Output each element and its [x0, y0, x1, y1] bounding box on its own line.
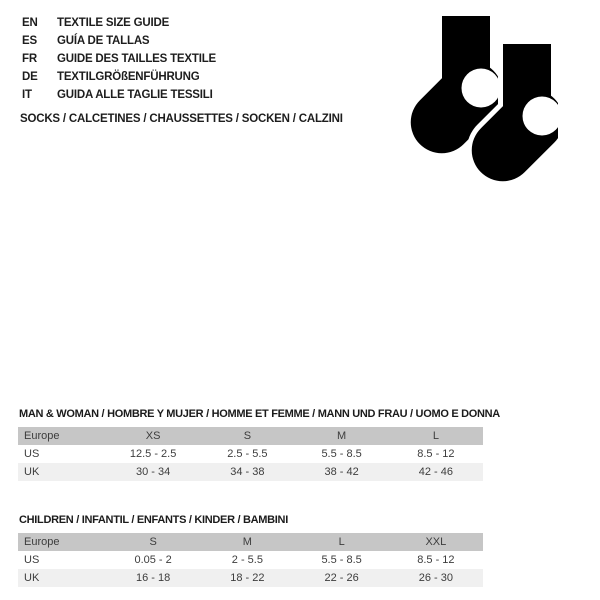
language-code: EN: [22, 17, 38, 29]
size-value: 18 - 22: [230, 572, 265, 584]
table-title-children: CHILDREN / INFANTIL / ENFANTS / KINDER / BAMBINI: [19, 514, 288, 526]
size-value: 8.5 - 12: [417, 448, 455, 460]
header-cell-region: Europe: [24, 536, 60, 548]
row-label: US: [24, 554, 40, 566]
header-cell-size: L: [432, 430, 439, 442]
row-label: UK: [24, 572, 40, 584]
language-row: [22, 14, 216, 32]
header-cell-size: XS: [145, 430, 161, 442]
size-value: 22 - 26: [324, 572, 359, 584]
language-row: [22, 68, 216, 86]
size-value: 2.5 - 5.5: [227, 448, 268, 460]
table-row-uk: [18, 569, 483, 587]
language-code: DE: [22, 71, 38, 83]
language-code: FR: [22, 53, 37, 65]
language-code: ES: [22, 35, 37, 47]
language-label: GUIDE DES TAILLES TEXTILE: [57, 53, 216, 65]
language-list: [22, 14, 216, 104]
table-header-row: [18, 533, 483, 551]
header-cell-size: XXL: [425, 536, 447, 548]
language-label: TEXTILGRÖßENFÜHRUNG: [57, 71, 200, 83]
table-row-us: [18, 445, 483, 463]
language-row: [22, 32, 216, 50]
header-cell-size: M: [337, 430, 347, 442]
size-value: 8.5 - 12: [417, 554, 455, 566]
language-label: TEXTILE SIZE GUIDE: [57, 17, 170, 29]
language-row: [22, 86, 216, 104]
language-code: IT: [22, 89, 32, 101]
size-value: 16 - 18: [136, 572, 171, 584]
header-cell-size: L: [338, 536, 345, 548]
size-value: 34 - 38: [230, 466, 265, 478]
row-label: UK: [24, 466, 40, 478]
size-value: 2 - 5.5: [231, 554, 263, 566]
size-value: 12.5 - 2.5: [129, 448, 177, 460]
size-value: 5.5 - 8.5: [321, 554, 362, 566]
category-line: SOCKS / CALCETINES / CHAUSSETTES / SOCKEN / CALZINI: [20, 113, 343, 125]
socks-icon: [406, 14, 558, 182]
table-header-row: [18, 427, 483, 445]
size-value: 5.5 - 8.5: [321, 448, 362, 460]
table-row-uk: [18, 463, 483, 481]
table-title-adult: MAN & WOMAN / HOMBRE Y MUJER / HOMME ET FEMME / MANN UND FRAU / UOMO E DONNA: [19, 408, 500, 420]
language-row: [22, 50, 216, 68]
language-label: GUIDA ALLE TAGLIE TESSILI: [57, 89, 213, 101]
size-value: 26 - 30: [418, 572, 453, 584]
size-value: 30 - 34: [136, 466, 171, 478]
header-cell-region: Europe: [24, 430, 60, 442]
size-value: 42 - 46: [418, 466, 453, 478]
header-cell-size: S: [149, 536, 157, 548]
table-row-us: [18, 551, 483, 569]
size-table-adult: [18, 427, 483, 481]
header-cell-size: S: [243, 430, 252, 442]
row-label: US: [24, 448, 40, 460]
size-value: 38 - 42: [324, 466, 359, 478]
header-cell-size: M: [242, 536, 252, 548]
size-value: 0.05 - 2: [134, 554, 172, 566]
size-table-children: [18, 533, 483, 587]
language-label: GUÍA DE TALLAS: [57, 35, 150, 47]
